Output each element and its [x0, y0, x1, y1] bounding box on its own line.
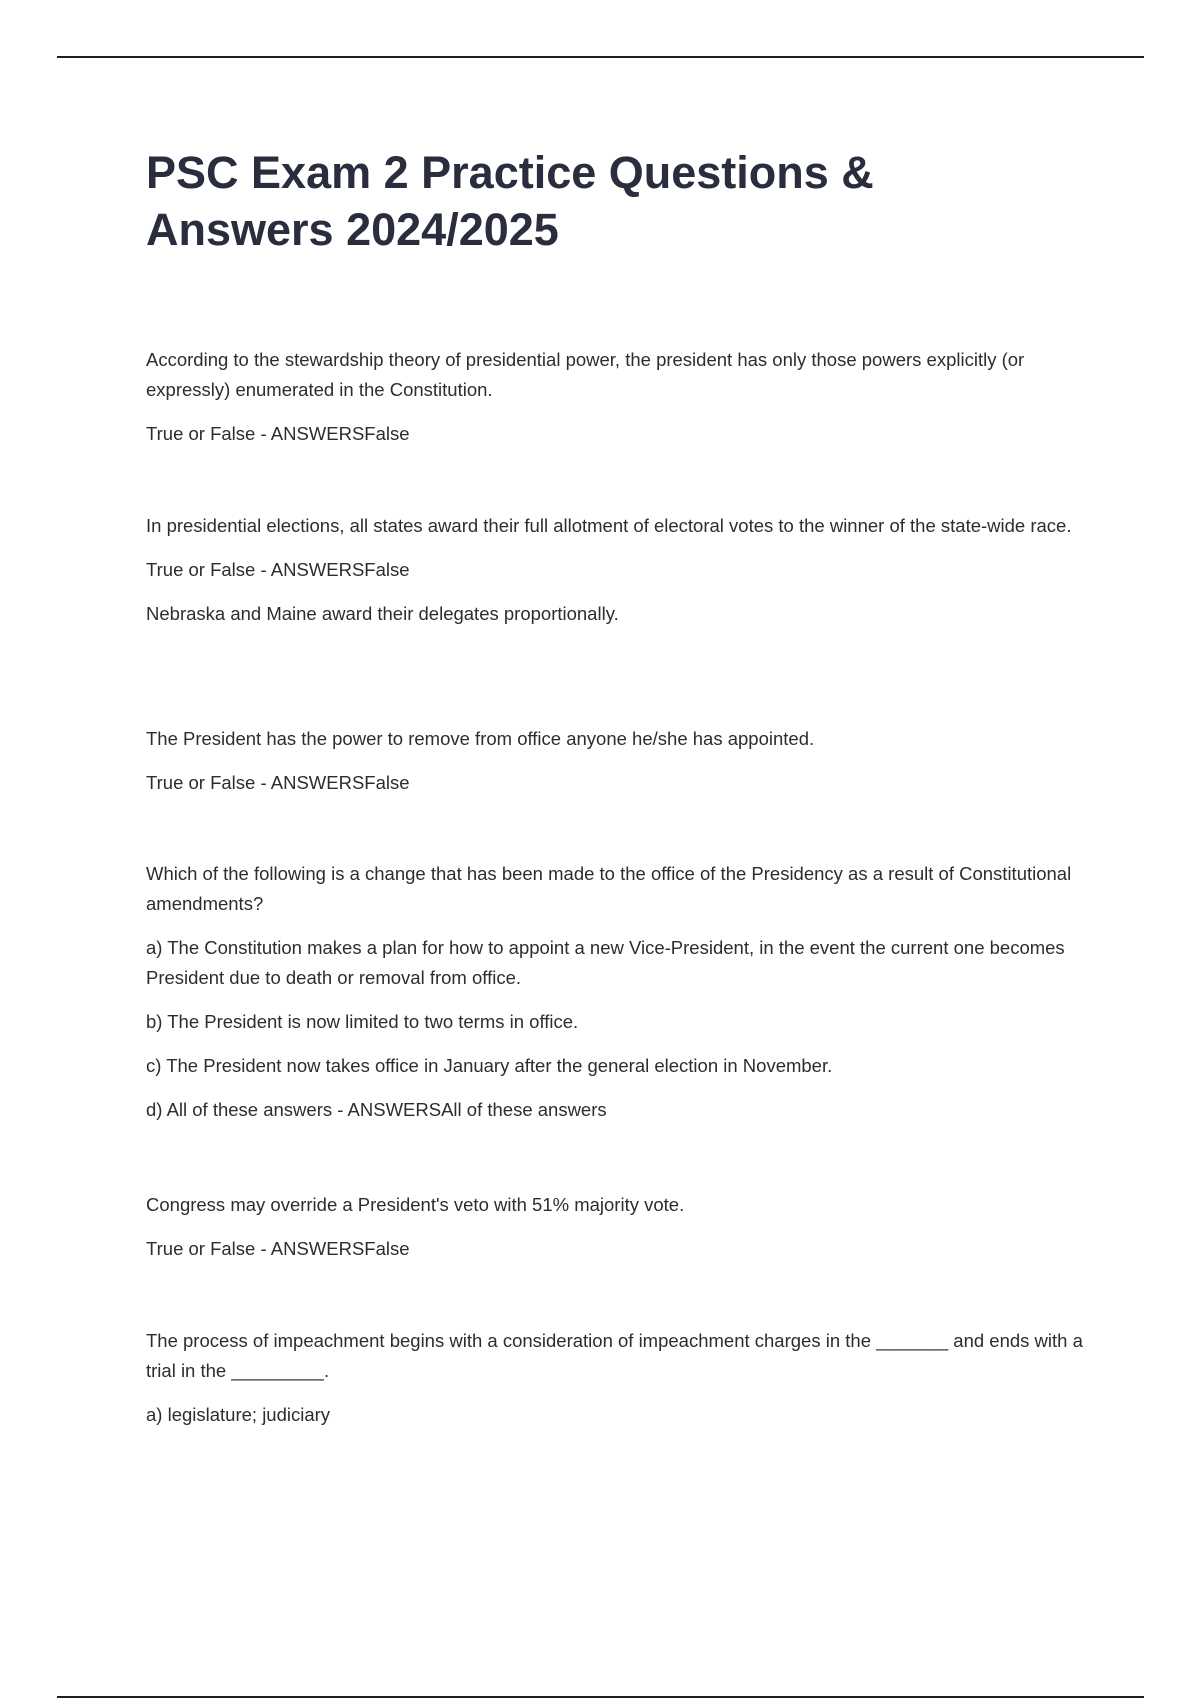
question-block	[146, 1190, 1091, 1278]
option-a: a) legislature; judiciary	[146, 1404, 331, 1425]
question-text: The process of impeachment begins with a consideration of impeachment charges in the _______ and ends with a trial in the _________.	[146, 1330, 1083, 1381]
explanation-text: Nebraska and Maine award their delegates proportionally.	[146, 603, 619, 624]
answer-text: True or False - ANSWERSFalse	[146, 423, 410, 444]
document-title: PSC Exam 2 Practice Questions & Answers 2024/2025	[146, 147, 874, 255]
question-block	[146, 1326, 1091, 1444]
top-divider	[57, 56, 1144, 58]
option-b: b) The President is now limited to two terms in office.	[146, 1011, 579, 1032]
question-block	[146, 511, 1091, 643]
answer-text: True or False - ANSWERSFalse	[146, 1238, 410, 1259]
answer-text: True or False - ANSWERSFalse	[146, 772, 410, 793]
question-text: In presidential elections, all states award their full allotment of electoral votes to the winner of the state-wide race.	[146, 515, 1072, 536]
question-block	[146, 345, 1091, 463]
question-block	[146, 724, 1091, 812]
answer-text: True or False - ANSWERSFalse	[146, 559, 410, 580]
bottom-divider	[57, 1696, 1144, 1698]
question-text: Which of the following is a change that has been made to the office of the Presidency as a result of Constitutional amendments?	[146, 863, 1072, 914]
question-block	[146, 859, 1091, 1139]
option-d-answer: d) All of these answers - ANSWERSAll of these answers	[146, 1099, 607, 1120]
option-c: c) The President now takes office in January after the general election in November.	[146, 1055, 833, 1076]
question-text: According to the stewardship theory of presidential power, the president has only those powers explicitly (or expressly) enumerated in the Constitution.	[146, 349, 1025, 400]
question-text: The President has the power to remove from office anyone he/she has appointed.	[146, 728, 815, 749]
option-a: a) The Constitution makes a plan for how to appoint a new Vice-President, in the event the current one becomes President due to death or removal from office.	[146, 937, 1065, 988]
question-text: Congress may override a President's veto with 51% majority vote.	[146, 1194, 685, 1215]
